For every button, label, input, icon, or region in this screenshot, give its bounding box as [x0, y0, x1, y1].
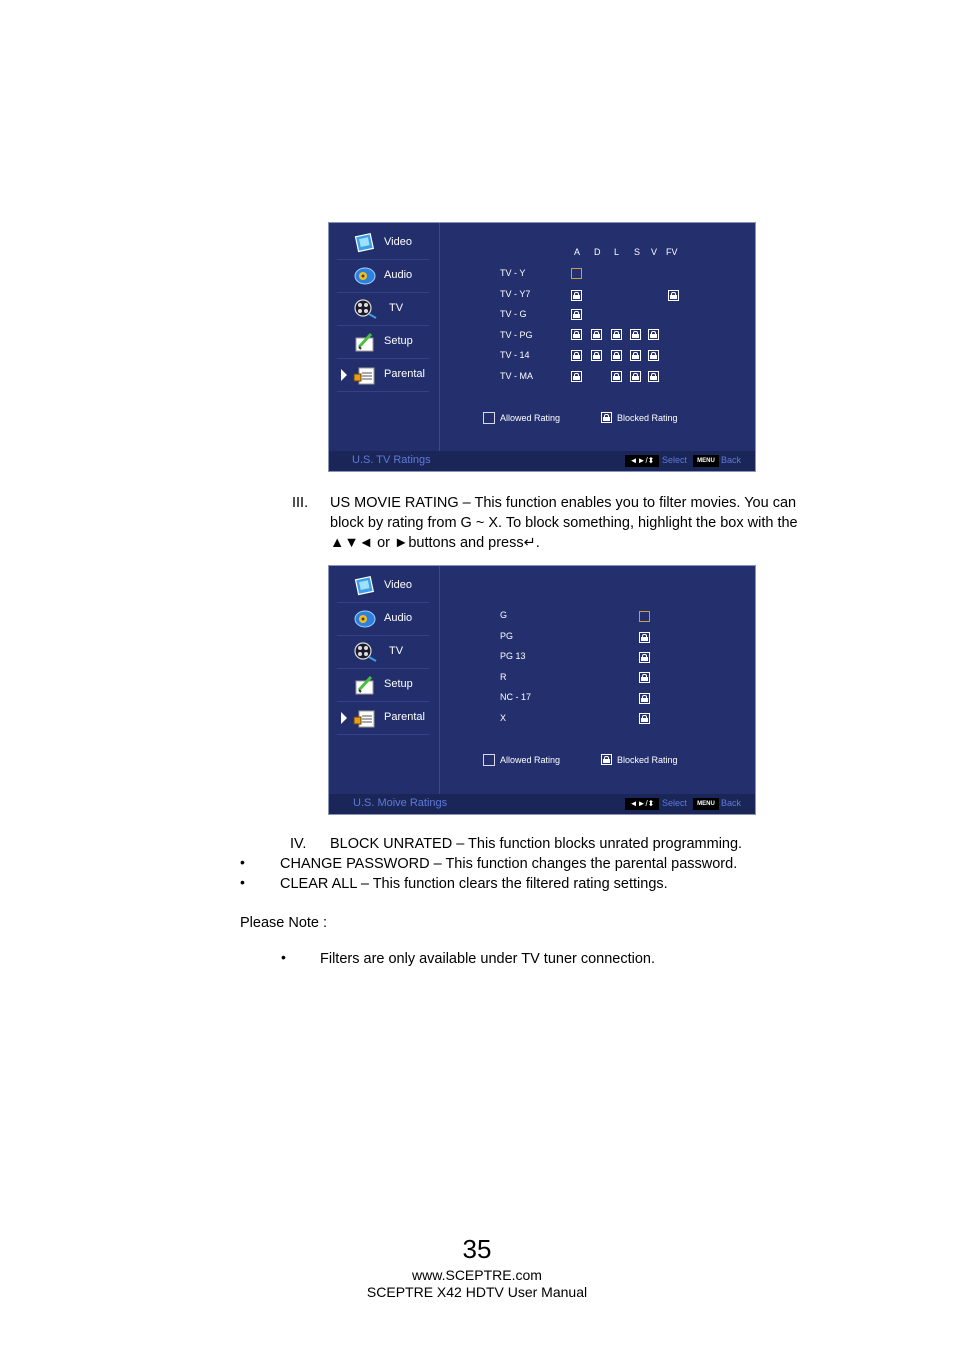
- menu-item-label: Audio: [384, 612, 413, 624]
- footer-manual-title: SCEPTRE X42 HDTV User Manual: [366, 1284, 588, 1300]
- allowed-legend-icon: [483, 412, 495, 424]
- bullet-icon: •: [240, 874, 245, 890]
- allowed-legend-icon: [483, 754, 495, 766]
- tv-reel-icon: [353, 298, 377, 320]
- rating-row-label: G: [500, 610, 508, 620]
- setup-icon: [353, 331, 377, 353]
- nav-arrows-icon: ◄►/⬍: [625, 455, 659, 467]
- allowed-legend-label: Allowed Rating: [500, 413, 561, 423]
- rating-checkbox-blocked[interactable]: [668, 290, 679, 301]
- parental-icon: [353, 707, 377, 729]
- rating-checkbox-blocked[interactable]: [639, 693, 650, 704]
- menu-item-label: Parental: [384, 711, 425, 723]
- body-text: US MOVIE RATING – This function enables you to filter movies. You can: [330, 495, 797, 511]
- column-header: A: [574, 247, 581, 257]
- rating-checkbox-blocked[interactable]: [571, 371, 582, 382]
- selected-arrow-icon: [341, 369, 347, 381]
- menu-item-setup[interactable]: [337, 326, 429, 359]
- rating-checkbox-blocked[interactable]: [630, 371, 641, 382]
- menu-key-icon: MENU: [693, 798, 719, 810]
- menu-item-video[interactable]: [337, 227, 429, 260]
- rating-row-label: TV - Y: [500, 268, 526, 278]
- menu-item-audio[interactable]: [337, 603, 429, 636]
- rating-row-label: TV - Y7: [500, 289, 531, 299]
- menu-key-icon: MENU: [693, 455, 719, 467]
- nav-arrows-icon: ◄►/⬍: [625, 798, 659, 810]
- rating-row-label: PG 13: [500, 651, 526, 661]
- rating-checkbox-blocked[interactable]: [648, 329, 659, 340]
- menu-item-label: Parental: [384, 368, 425, 380]
- menu-item-label: Video: [384, 236, 412, 248]
- menu-item-label: Video: [384, 579, 412, 591]
- rating-checkbox-blocked[interactable]: [571, 329, 582, 340]
- rating-checkbox-blocked[interactable]: [571, 290, 582, 301]
- select-hint: Select: [662, 798, 688, 808]
- selected-arrow-icon: [341, 712, 347, 724]
- tv-ratings-screen: [328, 222, 756, 472]
- column-header: S: [634, 247, 641, 257]
- menu-item-label: Setup: [384, 335, 413, 347]
- menu-item-label: TV: [389, 645, 404, 657]
- tv-reel-icon: [353, 641, 377, 663]
- footer-website: www.SCEPTRE.com: [412, 1267, 542, 1283]
- menu-item-label: TV: [389, 302, 404, 314]
- note-heading: Please Note :: [240, 915, 328, 931]
- column-header: V: [651, 247, 658, 257]
- body-text: CLEAR ALL – This function clears the filtered rating settings.: [280, 876, 668, 892]
- rating-checkbox-allowed[interactable]: [639, 611, 650, 622]
- rating-row-label: NC - 17: [500, 692, 532, 702]
- rating-checkbox-blocked[interactable]: [611, 329, 622, 340]
- rating-row-label: TV - PG: [500, 330, 533, 340]
- rating-checkbox-blocked[interactable]: [648, 371, 659, 382]
- menu-item-tv[interactable]: [337, 636, 429, 669]
- rating-checkbox-blocked[interactable]: [630, 329, 641, 340]
- rating-row-label: TV - G: [500, 309, 527, 319]
- bullet-icon: •: [281, 949, 286, 965]
- menu-item-tv[interactable]: [337, 293, 429, 326]
- allowed-legend-label: Allowed Rating: [500, 755, 561, 765]
- rating-checkbox-blocked[interactable]: [648, 350, 659, 361]
- body-text: block by rating from G ~ X. To block something, highlight the box with the: [330, 515, 798, 531]
- screen-title: U.S. TV Ratings: [352, 454, 431, 466]
- parental-icon: [353, 364, 377, 386]
- rating-row-label: TV - MA: [500, 371, 533, 381]
- rating-checkbox-blocked[interactable]: [639, 672, 650, 683]
- column-header: L: [614, 247, 620, 257]
- column-header: D: [594, 247, 601, 257]
- osd-side-menu: [329, 566, 440, 794]
- list-number: IV.: [290, 836, 307, 852]
- rating-row-label: TV - 14: [500, 350, 530, 360]
- blocked-legend-icon: [601, 412, 612, 423]
- menu-item-label: Audio: [384, 269, 413, 281]
- rating-checkbox-blocked[interactable]: [630, 350, 641, 361]
- menu-item-setup[interactable]: [337, 669, 429, 702]
- osd-footer: [329, 794, 755, 814]
- audio-icon: [353, 265, 377, 287]
- video-icon: [353, 575, 377, 597]
- rating-checkbox-blocked[interactable]: [639, 632, 650, 643]
- osd-side-menu: [329, 223, 440, 451]
- rating-row-label: X: [500, 713, 507, 723]
- screen-title: U.S. Moive Ratings: [353, 797, 448, 809]
- bullet-icon: •: [240, 854, 245, 870]
- list-number: III.: [292, 495, 309, 511]
- blocked-legend-label: Blocked Rating: [617, 413, 678, 423]
- select-hint: Select: [662, 455, 688, 465]
- rating-checkbox-blocked[interactable]: [591, 350, 602, 361]
- body-text: CHANGE PASSWORD – This function changes the parental password.: [280, 856, 738, 872]
- blocked-legend-icon: [601, 754, 612, 765]
- menu-item-video[interactable]: [337, 570, 429, 603]
- column-header: FV: [666, 247, 678, 257]
- body-text: ▲▼◄ or ►buttons and press↵.: [330, 535, 540, 551]
- body-text: BLOCK UNRATED – This function blocks unrated programming.: [330, 836, 743, 852]
- menu-item-label: Setup: [384, 678, 413, 690]
- rating-checkbox-blocked[interactable]: [639, 652, 650, 663]
- rating-checkbox-blocked[interactable]: [611, 371, 622, 382]
- video-icon: [353, 232, 377, 254]
- movie-ratings-screen: [328, 565, 756, 815]
- osd-footer: [329, 451, 755, 471]
- menu-item-parental[interactable]: [337, 702, 429, 735]
- rating-checkbox-blocked[interactable]: [611, 350, 622, 361]
- menu-item-parental[interactable]: [337, 359, 429, 392]
- blocked-legend-label: Blocked Rating: [617, 755, 678, 765]
- rating-checkbox-blocked[interactable]: [571, 309, 582, 320]
- rating-checkbox-allowed[interactable]: [571, 268, 582, 279]
- back-hint: Back: [721, 798, 742, 808]
- rating-checkbox-blocked[interactable]: [639, 713, 650, 724]
- page-number: 35: [462, 1234, 492, 1264]
- body-text: Filters are only available under TV tuner connection.: [320, 951, 656, 967]
- menu-item-audio[interactable]: [337, 260, 429, 293]
- rating-checkbox-blocked[interactable]: [591, 329, 602, 340]
- rating-row-label: PG: [500, 631, 514, 641]
- rating-row-label: R: [500, 672, 507, 682]
- audio-icon: [353, 608, 377, 630]
- rating-checkbox-blocked[interactable]: [571, 350, 582, 361]
- back-hint: Back: [721, 455, 742, 465]
- setup-icon: [353, 674, 377, 696]
